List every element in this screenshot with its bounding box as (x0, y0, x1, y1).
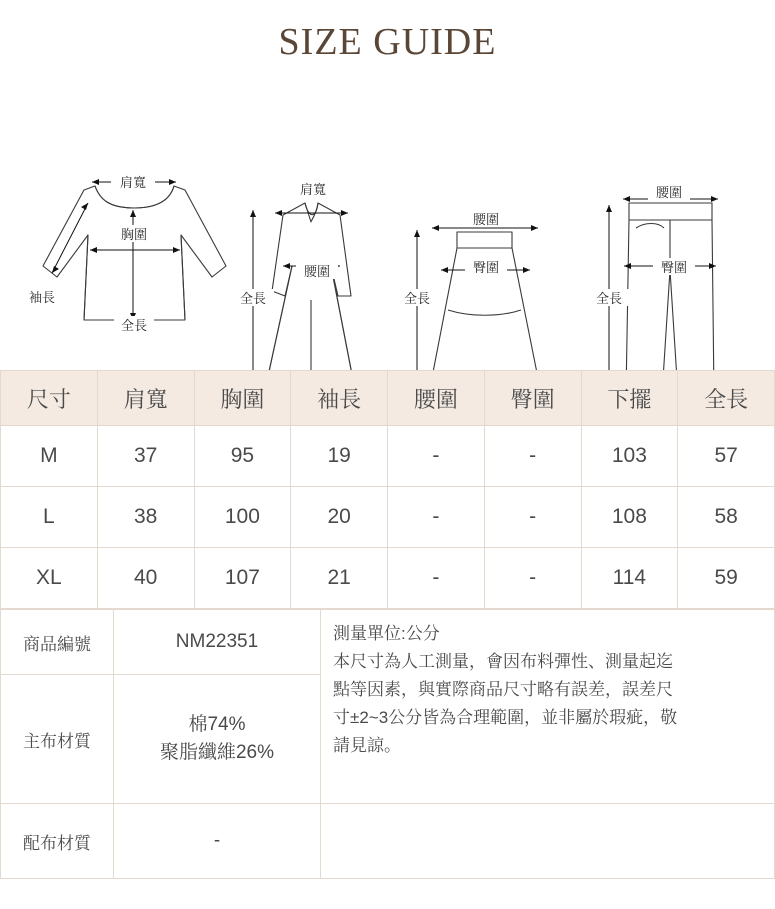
cell-bust: 107 (194, 548, 291, 609)
svg-text:全長: 全長 (239, 291, 267, 306)
cell-bust: 100 (194, 487, 291, 548)
top-garment-shape (43, 186, 226, 320)
cell-hem: 108 (581, 487, 678, 548)
cell-shoulder: 40 (97, 548, 194, 609)
svg-text:胸圍: 胸圍 (120, 227, 148, 242)
table-body (1, 426, 775, 609)
main-fabric-label: 主布材質 (1, 675, 114, 804)
note-line-3: 點等因素，與實際商品尺寸略有誤差，誤差尺 (333, 680, 673, 700)
cell-sleeve: 19 (291, 426, 388, 487)
cell-hip: - (484, 487, 581, 548)
cell-size: M (1, 426, 98, 487)
header-cell-hip: 臀圍 (484, 371, 581, 426)
svg-text:袖長: 袖長 (28, 290, 56, 305)
table-header-row (1, 371, 775, 426)
header-cell-waist: 腰圍 (388, 371, 485, 426)
cell-hip: - (484, 426, 581, 487)
svg-text:腰圍: 腰圍 (655, 185, 683, 200)
product-info-table (0, 609, 775, 879)
product-code-row (1, 610, 775, 675)
svg-text:臀圍: 臀圍 (660, 260, 688, 275)
svg-text:全長: 全長 (403, 291, 431, 306)
measurement-note (321, 610, 775, 804)
note-line-2: 本尺寸為人工測量，會因布料彈性、測量起迄 (333, 652, 673, 672)
cell-waist: - (388, 487, 485, 548)
cell-sleeve: 20 (291, 487, 388, 548)
cell-length: 57 (678, 426, 775, 487)
cell-waist: - (388, 426, 485, 487)
cell-length: 58 (678, 487, 775, 548)
dress-garment-shape (265, 203, 355, 370)
trim-fabric-value: - (114, 804, 321, 879)
note-line-1: 測量單位:公分 (333, 624, 440, 643)
table-row (1, 548, 775, 609)
skirt-garment-shape (430, 232, 540, 370)
main-fabric-value (114, 675, 321, 804)
garment-diagrams (0, 70, 775, 370)
svg-text:全長: 全長 (595, 291, 623, 306)
product-code-label: 商品編號 (1, 610, 114, 675)
cell-shoulder: 38 (97, 487, 194, 548)
svg-text:全長: 全長 (120, 318, 148, 333)
cell-hip: - (484, 548, 581, 609)
main-fabric-value-line-2: 聚脂纖維26% (159, 742, 275, 763)
size-measurement-table (0, 370, 775, 609)
cell-length: 59 (678, 548, 775, 609)
table-row (1, 426, 775, 487)
header-cell-sleeve: 袖長 (291, 371, 388, 426)
note-line-5: 請見諒。 (333, 736, 401, 756)
table-header (1, 371, 775, 426)
header-cell-size: 尺寸 (1, 371, 98, 426)
cell-size: XL (1, 548, 98, 609)
svg-text:腰圍: 腰圍 (303, 264, 331, 279)
svg-text:肩寬: 肩寬 (119, 175, 147, 190)
trim-fabric-label: 配布材質 (1, 804, 114, 879)
cell-size: L (1, 487, 98, 548)
svg-text:肩寬: 肩寬 (299, 182, 327, 197)
cell-hem: 114 (581, 548, 678, 609)
main-fabric-value-line-1: 棉74% (188, 713, 246, 735)
cell-waist: - (388, 548, 485, 609)
header-cell-length: 全長 (678, 371, 775, 426)
product-code-value: NM22351 (114, 610, 321, 675)
pants-garment-shape (626, 203, 714, 370)
header-cell-shoulder: 肩寬 (97, 371, 194, 426)
garment-diagrams-svg (0, 70, 775, 370)
svg-text:腰圍: 腰圍 (472, 212, 500, 227)
cell-shoulder: 37 (97, 426, 194, 487)
table-row (1, 487, 775, 548)
cell-bust: 95 (194, 426, 291, 487)
page-title: SIZE GUIDE (278, 21, 497, 63)
svg-text:臀圍: 臀圍 (472, 260, 500, 275)
header-cell-bust: 胸圍 (194, 371, 291, 426)
header-cell-hem: 下擺 (581, 371, 678, 426)
note-line-4: 寸±2~3公分皆為合理範圍，並非屬於瑕疵，敬 (333, 708, 678, 728)
trim-fabric-row (1, 804, 775, 879)
empty-cell (321, 804, 775, 879)
cell-sleeve: 21 (291, 548, 388, 609)
cell-hem: 103 (581, 426, 678, 487)
